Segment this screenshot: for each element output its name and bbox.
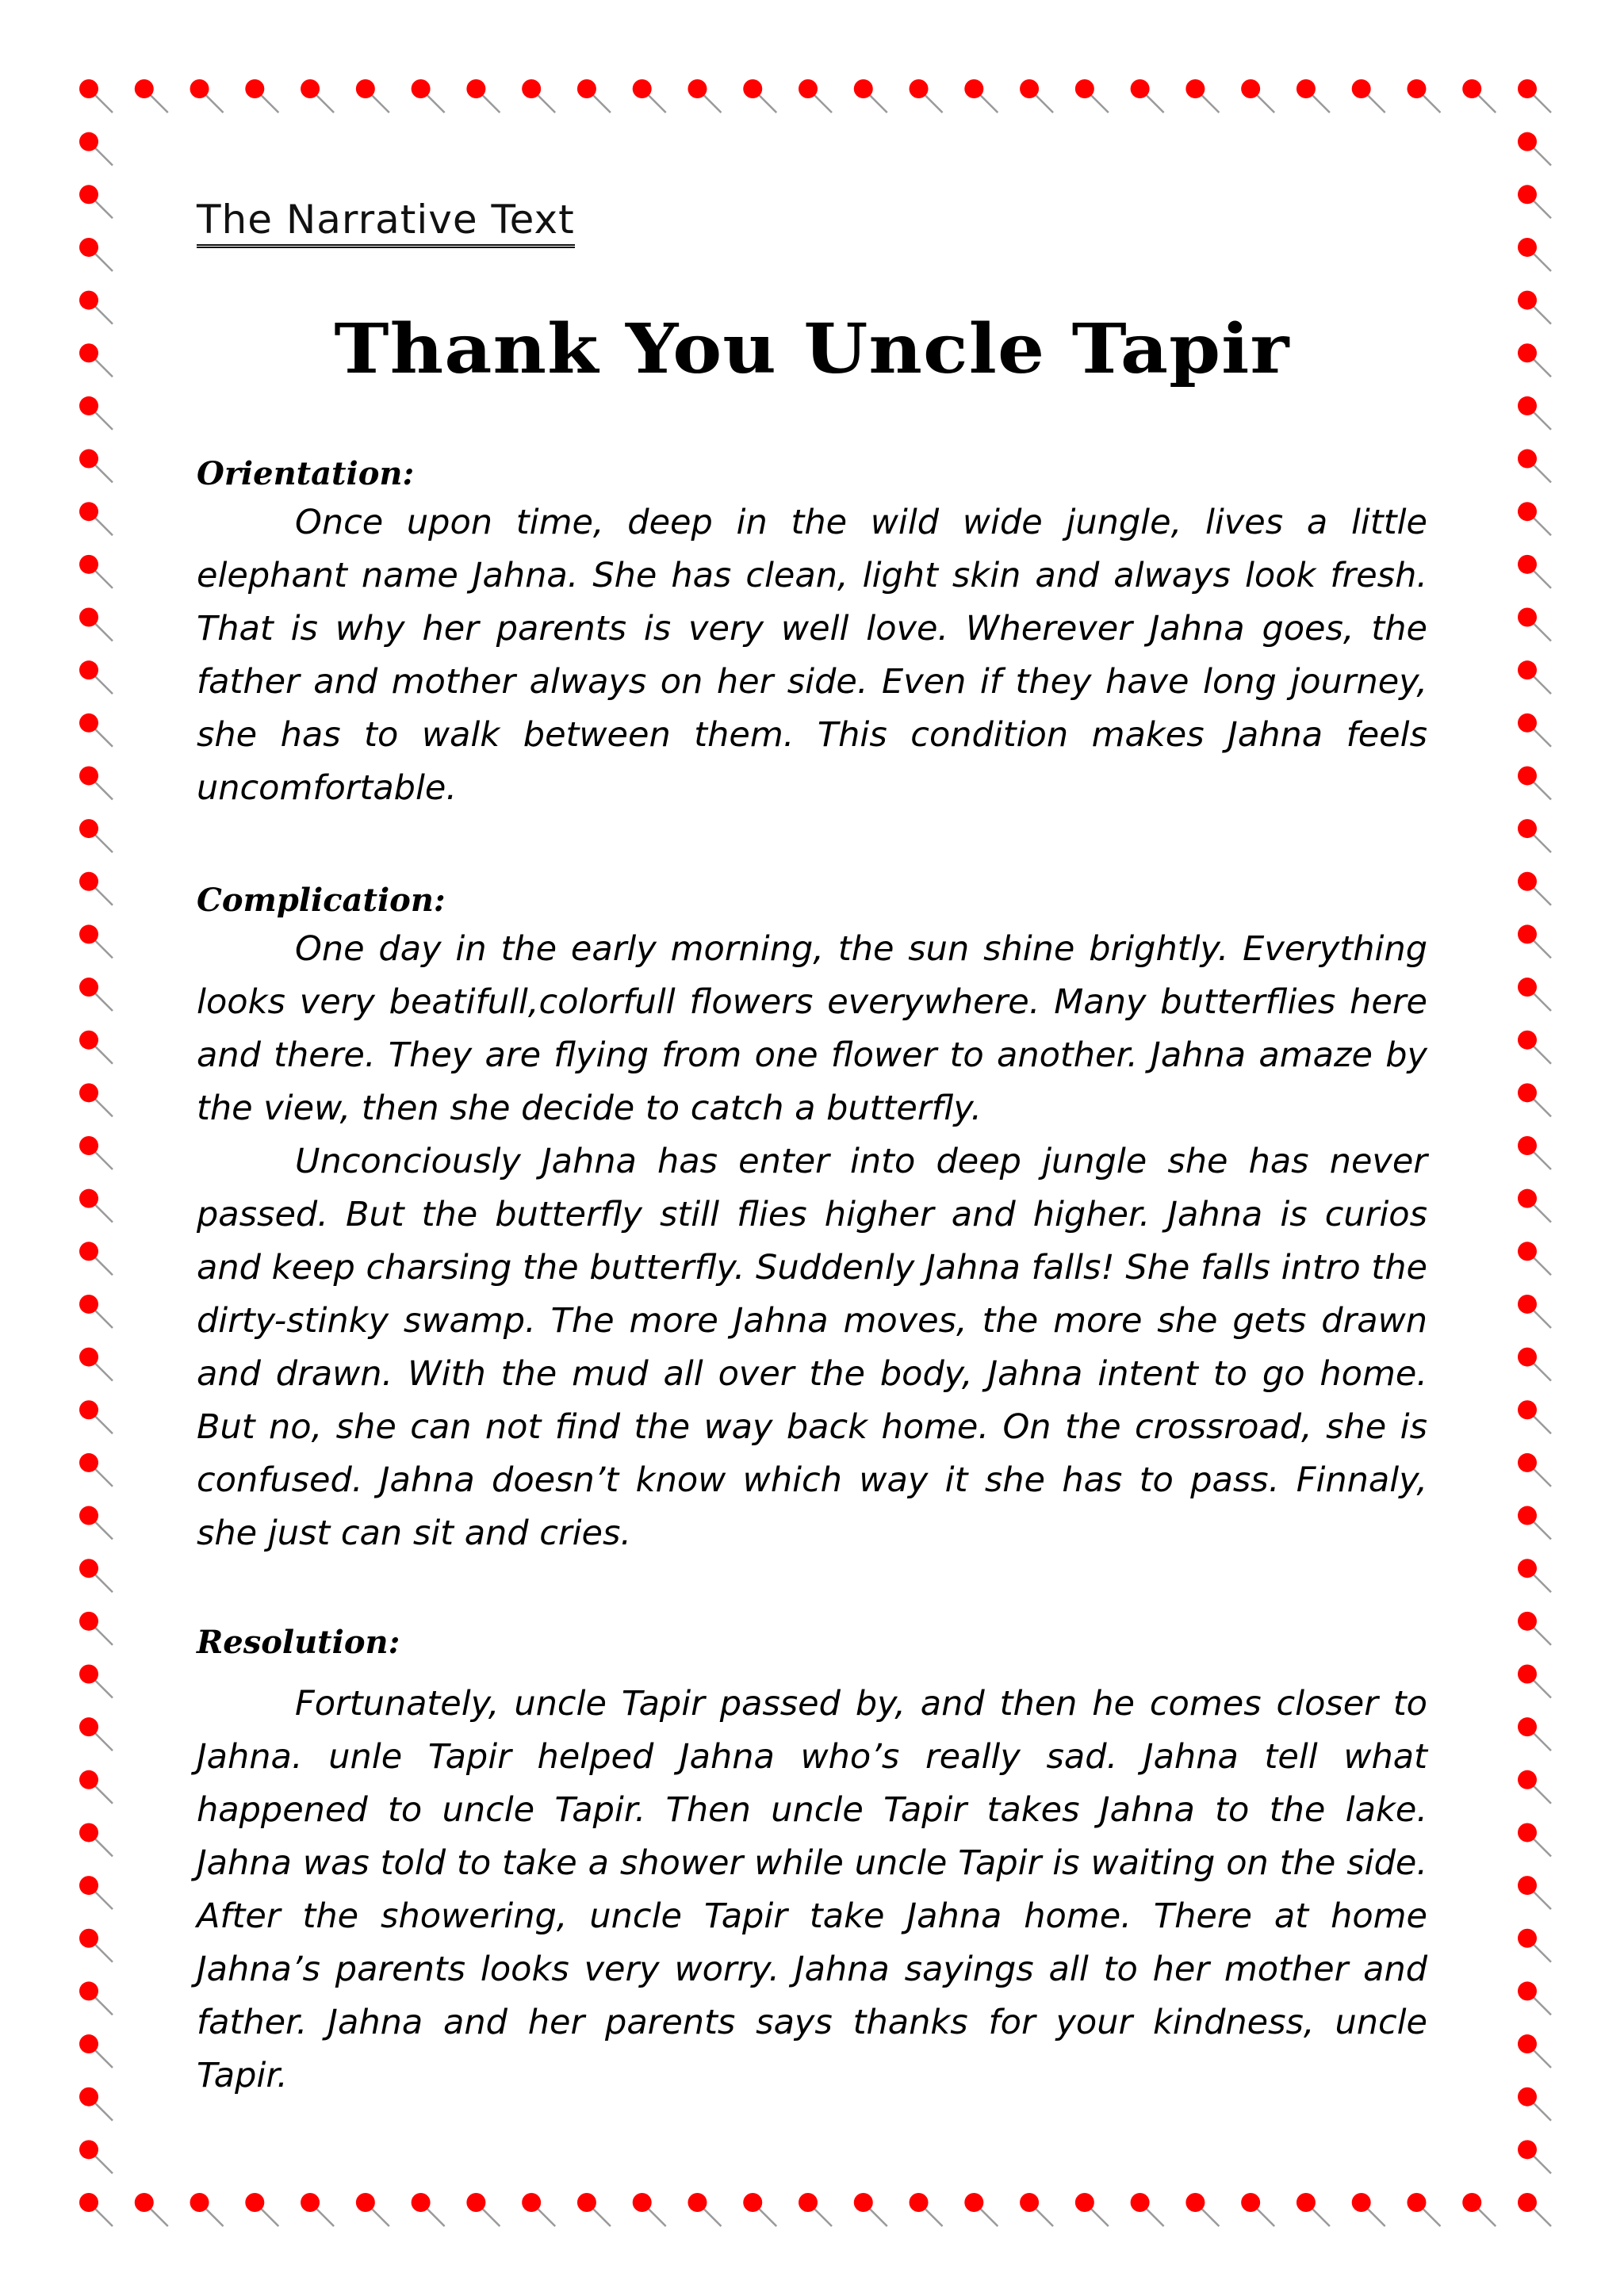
border-dot xyxy=(245,79,278,113)
border-dot xyxy=(1518,291,1551,324)
border-dot xyxy=(79,1136,113,1169)
paragraph: Unconciously Jahna has enter into deep jungle she has never passed. But the butterfly still flies higher and higher. Jahna is curios and keep charsing the butterfly. Suddenly Jahna falls! She falls intro the dirty-stinky swamp. The more Jahna moves, the more she gets drawn and drawn. With the mud all over the body, Jahna intent to go home. But no, she can not find the way back home. On the crossroad, she is confused. Jahna doesn’t know which way it she has to pass. Finnaly, she just can sit and cries. xyxy=(197,1142,1427,1553)
border-dot xyxy=(79,1031,113,1064)
border-dot xyxy=(79,502,113,535)
border-dot xyxy=(1518,1559,1551,1592)
border-dot xyxy=(1352,79,1385,113)
border-dot xyxy=(1518,185,1551,218)
border-dot xyxy=(79,2140,113,2173)
border-dot xyxy=(1518,1823,1551,1856)
border-dot xyxy=(1131,2193,1164,2226)
border-dot xyxy=(135,2193,168,2226)
paragraph: Fortunately, uncle Tapir passed by, and then he comes closer to Jahna. unle Tapir helped Jahna who’s really sad. Jahna tell what happened to uncle Tapir. Then uncle Tapir takes Jahna to the lake. Jahna was told to take a shower while uncle Tapir is waiting on the side. After the showering, uncle Tapir take Jahna home. There at home Jahna’s parents looks very worry. Jahna sayings all to her mother and father. Jahna and her parents says thanks for your kindness, uncle Tapir. xyxy=(197,1684,1427,2095)
border-dot xyxy=(1407,79,1440,113)
border-dot xyxy=(1518,1929,1551,1962)
border-dot xyxy=(1075,79,1109,113)
border-dot xyxy=(79,450,113,483)
border-dot xyxy=(79,714,113,747)
border-dot xyxy=(854,2193,887,2226)
border-dot xyxy=(522,79,555,113)
border-dot xyxy=(79,978,113,1011)
border-dot xyxy=(412,2193,445,2226)
section-heading-orientation: Orientation: xyxy=(197,455,415,492)
section-heading-resolution: Resolution: xyxy=(197,1624,400,1661)
border-dot xyxy=(1518,450,1551,483)
border-dot xyxy=(1462,79,1496,113)
border-dot xyxy=(1020,2193,1053,2226)
border-dot xyxy=(1241,79,1274,113)
border-dot xyxy=(79,132,113,166)
border-dot xyxy=(1518,1136,1551,1169)
border-dot xyxy=(79,1242,113,1275)
paragraph: One day in the early morning, the sun shine brightly. Everything looks very beatifull,colorfull flowers everywhere. Many butterflies here and there. They are flying from one flower to another. Jahna amaze by the view, then she decide to catch a butterfly. xyxy=(197,929,1427,1128)
border-dot xyxy=(79,1981,113,2015)
border-dot xyxy=(1518,1242,1551,1275)
border-dot xyxy=(1185,2193,1219,2226)
border-dot xyxy=(1518,1189,1551,1223)
border-dot xyxy=(79,1612,113,1645)
border-dot xyxy=(1518,502,1551,535)
border-dot xyxy=(466,2193,500,2226)
border-dot xyxy=(577,79,611,113)
border-dot xyxy=(688,79,721,113)
border-dot xyxy=(1518,1295,1551,1328)
border-dot xyxy=(743,2193,776,2226)
border-dot xyxy=(79,1559,113,1592)
story-title: Thank You Uncle Tapir xyxy=(334,309,1290,389)
border-dot xyxy=(1462,2193,1496,2226)
border-dot xyxy=(1297,79,1330,113)
border-dot xyxy=(1131,79,1164,113)
border-dot xyxy=(1518,1770,1551,1804)
border-dot xyxy=(1518,872,1551,905)
border-dot xyxy=(1518,1665,1551,1698)
border-dot xyxy=(79,2087,113,2121)
border-dot xyxy=(1518,2140,1551,2173)
border-dot xyxy=(79,1506,113,1540)
border-dot xyxy=(1518,1348,1551,1381)
section-body-orientation xyxy=(197,496,1427,815)
border-dot xyxy=(799,79,832,113)
paragraph: Once upon time, deep in the wild wide jungle, lives a little elephant name Jahna. She has clean, light skin and always look fresh. That is why her parents is very well love. Wherever Jahna goes, the father and mother always on her side. Even if they have long journey, she has to walk between them. This condition makes Jahna feels uncomfortable. xyxy=(197,503,1427,808)
border-dot xyxy=(1352,2193,1385,2226)
border-dot xyxy=(1518,1506,1551,1540)
border-dot xyxy=(79,1823,113,1856)
border-dot xyxy=(356,79,389,113)
border-dot xyxy=(577,2193,611,2226)
border-dot xyxy=(1241,2193,1274,2226)
border-dot xyxy=(79,660,113,694)
border-dot xyxy=(1518,766,1551,799)
border-dot xyxy=(1518,1400,1551,1433)
border-dot xyxy=(1518,924,1551,958)
border-dot xyxy=(79,396,113,430)
border-dot xyxy=(1518,660,1551,694)
border-dot xyxy=(633,79,666,113)
border-dot xyxy=(1075,2193,1109,2226)
section-body-resolution xyxy=(197,1678,1427,2103)
section-body-complication xyxy=(197,923,1427,1560)
border-dot xyxy=(1518,608,1551,641)
border-dot xyxy=(79,1400,113,1433)
border-dot xyxy=(79,1295,113,1328)
border-dot xyxy=(466,79,500,113)
border-dot xyxy=(964,2193,998,2226)
border-dot xyxy=(688,2193,721,2226)
border-dot xyxy=(1518,1876,1551,1909)
border-dot xyxy=(79,608,113,641)
border-dot xyxy=(1297,2193,1330,2226)
border-dot xyxy=(910,2193,943,2226)
border-dot xyxy=(1518,1981,1551,2015)
border-dot xyxy=(1518,2087,1551,2121)
border-dot xyxy=(79,872,113,905)
border-dot xyxy=(1518,1031,1551,1064)
border-dot xyxy=(79,819,113,852)
border-dot xyxy=(356,2193,389,2226)
border-dot xyxy=(1518,79,1551,113)
border-dot xyxy=(79,1876,113,1909)
border-dot xyxy=(79,79,113,113)
border-dot xyxy=(79,1348,113,1381)
border-dot xyxy=(301,79,334,113)
border-dot xyxy=(190,79,224,113)
border-dot xyxy=(79,2034,113,2068)
border-dot xyxy=(79,924,113,958)
border-dot xyxy=(1518,819,1551,852)
document-label: The Narrative Text xyxy=(197,200,575,248)
border-dot xyxy=(79,1717,113,1751)
border-dot xyxy=(79,238,113,271)
section-heading-complication: Complication: xyxy=(197,882,446,919)
border-dot xyxy=(79,555,113,588)
border-dot xyxy=(1518,1612,1551,1645)
border-dot xyxy=(1518,1717,1551,1751)
border-dot xyxy=(1020,79,1053,113)
border-dot xyxy=(1518,343,1551,377)
border-dot xyxy=(79,766,113,799)
border-dot xyxy=(799,2193,832,2226)
border-dot xyxy=(245,2193,278,2226)
border-dot xyxy=(135,79,168,113)
border-dot xyxy=(1518,1453,1551,1487)
border-dot xyxy=(1518,396,1551,430)
border-dot xyxy=(79,1189,113,1223)
border-dot xyxy=(1518,132,1551,166)
border-dot xyxy=(79,343,113,377)
border-dot xyxy=(1518,238,1551,271)
border-dot xyxy=(79,291,113,324)
border-dot xyxy=(79,1453,113,1487)
border-dot xyxy=(633,2193,666,2226)
border-dot xyxy=(79,1083,113,1116)
border-dot xyxy=(1518,1083,1551,1116)
border-dot xyxy=(1407,2193,1440,2226)
border-dot xyxy=(854,79,887,113)
border-dot xyxy=(1518,2034,1551,2068)
border-dot xyxy=(964,79,998,113)
border-dot xyxy=(79,1929,113,1962)
border-dot xyxy=(79,1665,113,1698)
border-dot xyxy=(79,185,113,218)
border-dot xyxy=(1518,555,1551,588)
border-dot xyxy=(910,79,943,113)
border-dot xyxy=(79,2193,113,2226)
border-dot xyxy=(522,2193,555,2226)
border-dot xyxy=(301,2193,334,2226)
border-dot xyxy=(412,79,445,113)
border-dot xyxy=(1518,2193,1551,2226)
border-dot xyxy=(743,79,776,113)
border-dot xyxy=(1518,978,1551,1011)
border-dot xyxy=(1518,714,1551,747)
border-dot xyxy=(190,2193,224,2226)
border-dot xyxy=(79,1770,113,1804)
border-dot xyxy=(1185,79,1219,113)
